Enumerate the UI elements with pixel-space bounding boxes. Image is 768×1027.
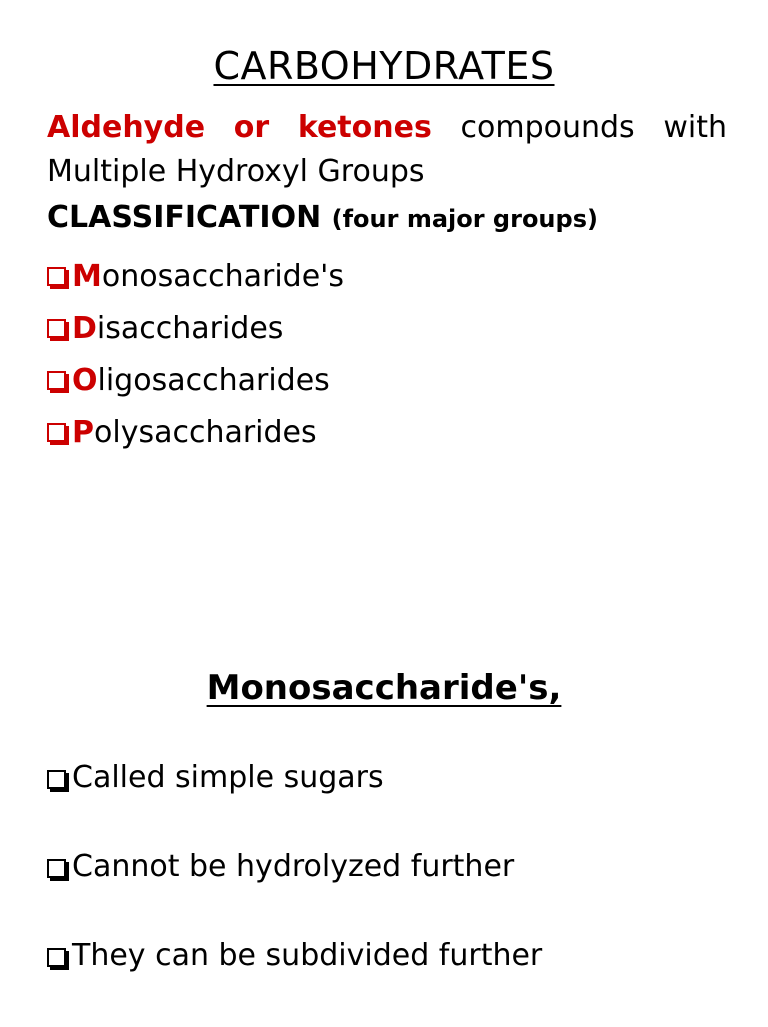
group-initial: P — [72, 414, 94, 450]
classification-label: CLASSIFICATION — [47, 200, 322, 235]
definition-word-compounds: compounds — [460, 110, 635, 145]
monosaccharide-points — [47, 760, 542, 1027]
definition-word-ketones: ketones — [297, 110, 432, 145]
group-name-rest: onosaccharide's — [101, 258, 345, 294]
checkbox-square-icon — [47, 859, 66, 878]
group-initial: M — [72, 258, 102, 294]
checkbox-square-icon — [47, 948, 66, 967]
group-initial: O — [72, 362, 98, 398]
definition-word-or: or — [233, 110, 270, 145]
list-item — [47, 354, 344, 406]
classification-subtitle: (four major groups) — [331, 205, 598, 233]
point-text: Cannot be hydrolyzed further — [72, 849, 515, 884]
list-item — [47, 760, 542, 849]
definition-paragraph — [47, 106, 727, 194]
section-title — [0, 668, 768, 708]
checkbox-square-icon — [47, 770, 66, 789]
classification-list — [47, 250, 344, 458]
definition-line-1 — [47, 106, 727, 150]
checkbox-square-icon — [47, 371, 66, 390]
definition-line-2: Multiple Hydroxyl Groups — [47, 154, 425, 189]
checkbox-square-icon — [47, 319, 66, 338]
list-item — [47, 250, 344, 302]
group-name-rest: isaccharides — [96, 310, 284, 346]
group-initial: D — [72, 310, 97, 346]
list-item — [47, 406, 344, 458]
list-item — [47, 849, 542, 938]
checkbox-square-icon — [47, 267, 66, 286]
list-item — [47, 938, 542, 1027]
classification-heading — [47, 200, 598, 235]
definition-word-with: with — [663, 110, 727, 145]
checkbox-square-icon — [47, 423, 66, 442]
point-text: Called simple sugars — [72, 760, 384, 795]
point-text: They can be subdivided further — [72, 938, 543, 973]
group-name-rest: olysaccharides — [94, 414, 317, 450]
group-name-rest: ligosaccharides — [97, 362, 330, 398]
page-title — [0, 44, 768, 88]
section-title-text: Monosaccharide's, — [206, 668, 562, 708]
page-title-text: CARBOHYDRATES — [213, 44, 555, 88]
definition-word-aldehyde: Aldehyde — [47, 110, 206, 145]
list-item — [47, 302, 344, 354]
